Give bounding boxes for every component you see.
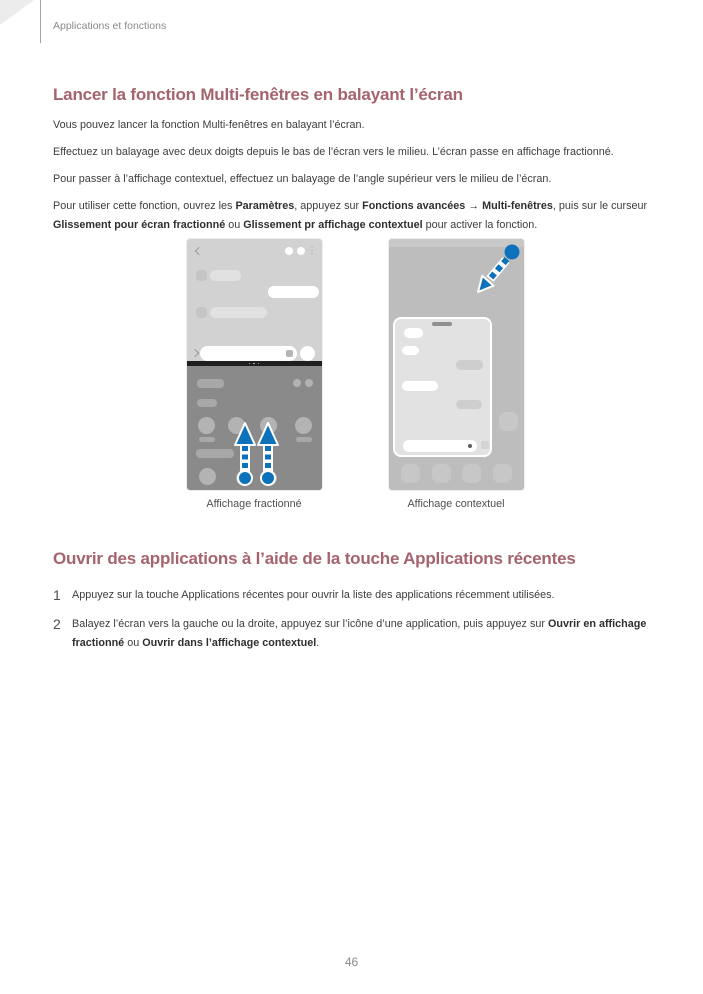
app-icon xyxy=(401,464,420,483)
sent-message-bubble xyxy=(268,286,319,298)
app-icon xyxy=(462,464,481,483)
message-avatar xyxy=(196,270,207,281)
received-message-bubble xyxy=(210,270,241,281)
swipe-up-arrows-icon xyxy=(187,366,322,490)
step-item xyxy=(53,615,657,653)
home-screen-pane xyxy=(187,366,322,490)
app-icon xyxy=(493,464,512,483)
figure-caption: Affichage contextuel xyxy=(407,498,505,510)
contact-avatar-icon xyxy=(285,247,293,255)
app-icon xyxy=(432,464,451,483)
message-bubble xyxy=(404,328,423,338)
figure-split-view xyxy=(187,239,322,510)
message-input-bar xyxy=(200,346,297,361)
running-header: Applications et fonctions xyxy=(53,20,167,32)
back-icon xyxy=(194,247,202,255)
popup-window xyxy=(393,317,492,457)
message-bubble xyxy=(402,381,438,391)
phone-screenshot-popup-view xyxy=(389,239,524,490)
step-text: Balayez l’écran vers la gauche ou la droite, appuyez sur l’icône d’une application, puis appuyez sur Ouvrir en affichage fractionné ou Ouvrir dans l’affichage contextuel. xyxy=(72,618,647,649)
section-title-recents: Ouvrir des applications à l’aide de la touche Applications récentes xyxy=(53,549,576,568)
header-rule xyxy=(40,0,41,43)
message-bubble xyxy=(402,346,419,355)
attach-icon xyxy=(286,350,293,357)
call-icon xyxy=(297,247,305,255)
messaging-app-pane xyxy=(187,239,322,361)
step-number: 1 xyxy=(53,587,61,603)
message-bubble xyxy=(456,360,483,370)
step-number: 2 xyxy=(53,616,61,632)
page-content xyxy=(53,0,657,653)
numbered-steps xyxy=(53,586,657,653)
phone-screenshot-split-view xyxy=(187,239,322,490)
received-message-bubble xyxy=(210,307,267,318)
section-title-multiwindow: Lancer la fonction Multi-fenêtres en balayant l’écran xyxy=(53,85,463,104)
figure-popup-view xyxy=(389,239,524,510)
expand-icon xyxy=(190,349,198,357)
figure-caption: Affichage fractionné xyxy=(206,498,302,510)
message-avatar xyxy=(196,307,207,318)
arrow-glyph: → xyxy=(465,200,483,212)
more-options-icon: ⋮ xyxy=(307,245,317,255)
figures-row xyxy=(53,239,657,510)
app-icon xyxy=(499,412,518,431)
paragraph-intro: Vous pouvez lancer la fonction Multi-fenêtres en balayant l’écran. xyxy=(53,119,365,131)
paragraph-two-finger-swipe: Effectuez un balayage avec deux doigts depuis le bas de l’écran vers le milieu. L’écran passe en affichage fractionné. xyxy=(53,146,614,158)
message-bubble xyxy=(456,400,482,409)
message-input-bar xyxy=(403,440,477,452)
step-item xyxy=(53,586,657,605)
paragraph-settings-path: Pour utiliser cette fonction, ouvrez les Paramètres, appuyez sur Fonctions avancées → Multi-fenêtres, puis sur le curseur Glissement pour écran fractionné ou Glissement pr affichage contextuel pour activer la fonction. xyxy=(53,200,648,231)
page-corner-decoration xyxy=(0,0,34,25)
paragraph-popup-swipe: Pour passer à l’affichage contextuel, effectuez un balayage de l’angle supérieur vers le milieu de l’écran. xyxy=(53,173,552,185)
send-button-icon xyxy=(300,346,315,361)
attach-icon xyxy=(481,441,489,449)
popup-handle xyxy=(432,322,452,326)
page-number: 46 xyxy=(344,955,359,969)
send-button-icon xyxy=(468,444,472,448)
step-text: Appuyez sur la touche Applications récentes pour ouvrir la liste des applications récemment utilisées. xyxy=(72,589,555,601)
